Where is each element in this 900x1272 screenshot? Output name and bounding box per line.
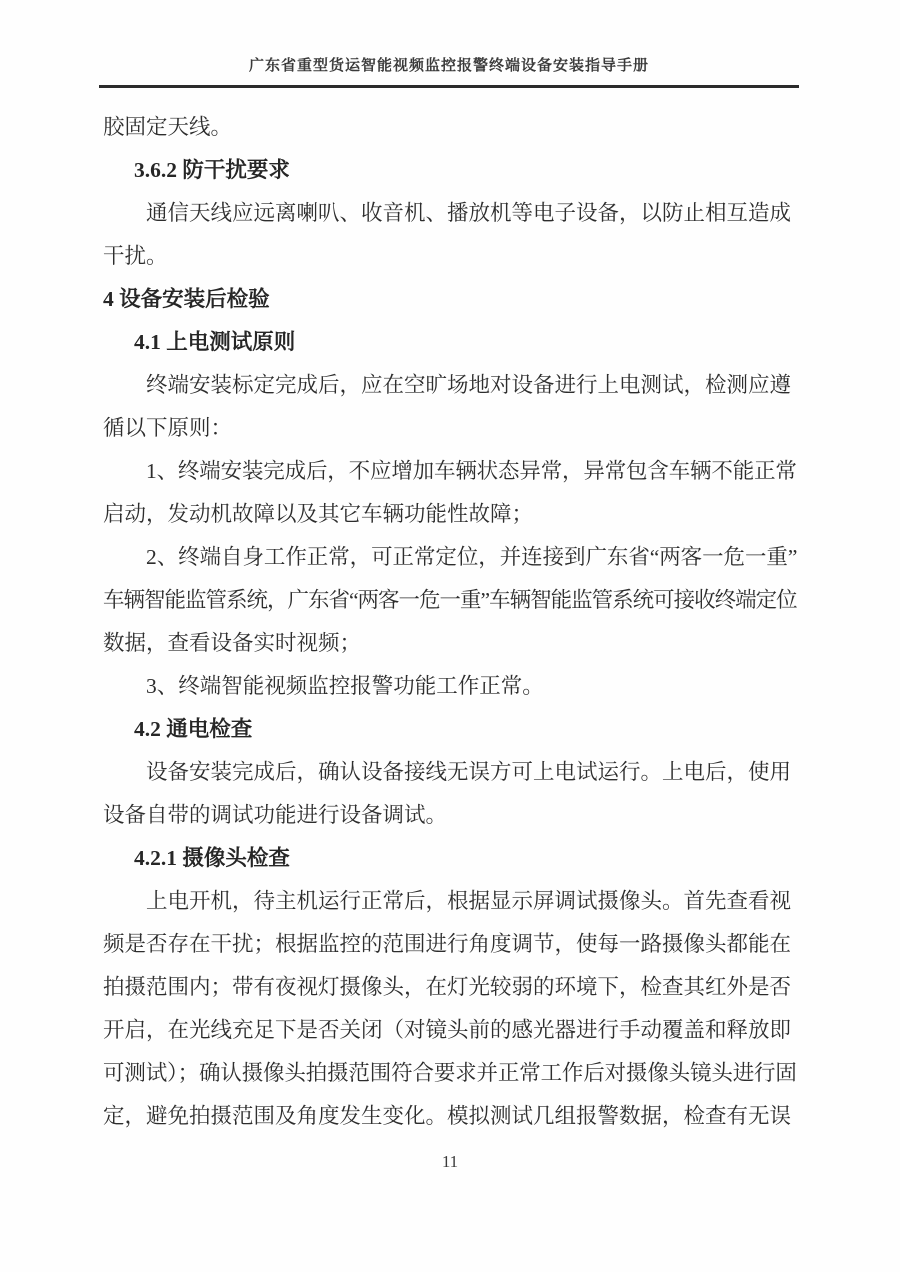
header-rule [99, 85, 799, 88]
text-line: 1、终端安装完成后，不应增加车辆状态异常，异常包含车辆不能正常 [146, 459, 797, 483]
page-number: 11 [441, 1152, 459, 1171]
text-line: 3.6.2 防干扰要求 [134, 158, 290, 182]
heading [103, 708, 797, 751]
document-content [103, 106, 797, 1138]
text-line: 设备自带的调试功能进行设备调试。 [103, 803, 448, 827]
paragraph [103, 192, 797, 278]
text-line: 可测试）；确认摄像头拍摄范围符合要求并正常工作后对摄像头镜头进行固 [103, 1061, 797, 1085]
paragraph [103, 364, 797, 450]
text-line: 定，避免拍摄范围及角度发生变化。模拟测试几组报警数据，检查有无误 [103, 1104, 792, 1128]
page-header [99, 56, 799, 88]
page-footer [0, 1152, 900, 1172]
text-line: 频是否存在干扰；根据监控的范围进行角度调节，使每一路摄像头都能在 [103, 932, 792, 956]
text-line: 循以下原则： [103, 416, 233, 440]
text-line: 数据，查看设备实时视频； [103, 631, 362, 655]
heading [103, 837, 797, 880]
paragraph [103, 536, 797, 665]
header-title: 广东省重型货运智能视频监控报警终端设备安装指导手册 [248, 58, 649, 74]
text-line: 2、终端自身工作正常，可正常定位，并连接到广东省“两客一危一重” [146, 545, 798, 569]
text-line: 干扰。 [103, 244, 168, 268]
text-line: 拍摄范围内；带有夜视灯摄像头，在灯光较弱的环境下，检查其红外是否 [103, 975, 792, 999]
text-line: 通信天线应远离喇叭、收音机、播放机等电子设备，以防止相互造成 [146, 201, 792, 225]
paragraph [103, 880, 797, 1138]
text-line: 4.2 通电检查 [134, 717, 253, 741]
paragraph [103, 450, 797, 536]
paragraph [103, 106, 797, 149]
heading [103, 278, 797, 321]
text-line: 4 设备安装后检验 [103, 287, 270, 311]
text-line: 设备安装完成后，确认设备接线无误方可上电试运行。上电后，使用 [146, 760, 792, 784]
text-line: 上电开机，待主机运行正常后，根据显示屏调试摄像头。首先查看视 [146, 889, 792, 913]
heading [103, 149, 797, 192]
heading [103, 321, 797, 364]
text-line: 开启，在光线充足下是否关闭（对镜头前的感光器进行手动覆盖和释放即 [103, 1018, 792, 1042]
text-line: 车辆智能监管系统，广东省“两客一危一重”车辆智能监管系统可接收终端定位 [103, 588, 797, 612]
text-line: 4.1 上电测试原则 [134, 330, 296, 354]
paragraph [103, 751, 797, 837]
text-line: 3、终端智能视频监控报警功能工作正常。 [146, 674, 544, 698]
text-line: 胶固定天线。 [103, 115, 233, 139]
text-line: 4.2.1 摄像头检查 [134, 846, 290, 870]
text-line: 终端安装标定完成后，应在空旷场地对设备进行上电测试，检测应遵 [146, 373, 792, 397]
paragraph [103, 665, 797, 708]
text-line: 启动，发动机故障以及其它车辆功能性故障； [103, 502, 534, 526]
